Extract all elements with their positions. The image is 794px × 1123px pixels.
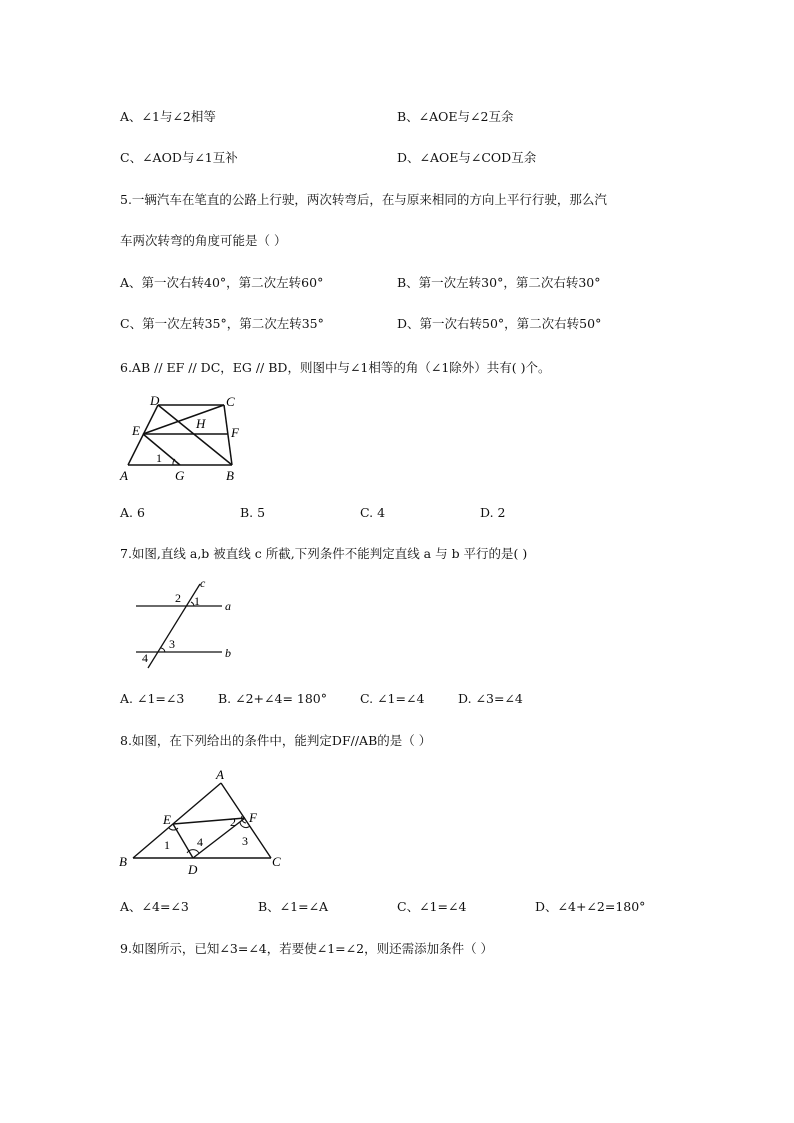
q7-parallel-lines-figure <box>130 578 240 670</box>
q8-option-a: A、∠4=∠3 <box>120 899 189 914</box>
q5-option-d: D、第一次右转50°，第二次右转50° <box>397 316 602 331</box>
q4-option-d: D、∠AOE与∠COD互余 <box>397 150 537 165</box>
q8-label-f: F <box>249 810 257 825</box>
q6-label-e: E <box>132 423 140 438</box>
q6-label-1: 1 <box>156 451 162 465</box>
q7-option-b: B. ∠2+∠4= 180° <box>218 691 328 706</box>
q8-label-3: 3 <box>242 834 248 848</box>
q8-stem: 8.如图，在下列给出的条件中，能判定DF//AB的是（ ） <box>120 733 432 748</box>
q5-option-c: C、第一次左转35°，第二次左转35° <box>120 316 324 331</box>
q7-label-c: c <box>200 578 206 590</box>
q6-option-d: D. 2 <box>480 505 506 520</box>
q7-label-a: a <box>225 599 231 613</box>
q6-option-c: C. 4 <box>360 505 386 520</box>
q8-label-a: A <box>216 767 224 782</box>
q8-label-e: E <box>163 812 171 827</box>
q6-label-a: A <box>120 468 128 483</box>
q4-option-a: A、∠1与∠2相等 <box>120 109 216 124</box>
q8-option-d: D、∠4+∠2=180° <box>535 899 646 914</box>
q4-option-b: B、∠AOE与∠2互余 <box>397 109 514 124</box>
q4-option-c: C、∠AOD与∠1互补 <box>120 150 238 165</box>
q6-stem: 6.AB // EF // DC，EG // BD，则图中与∠1相等的角（∠1除外）共有( )个。 <box>120 360 551 375</box>
q7-label-4: 4 <box>142 651 148 665</box>
q8-label-1: 1 <box>164 838 170 852</box>
q7-stem: 7.如图,直线 a,b 被直线 c 所截,下列条件不能判定直线 a 与 b 平行的是( ) <box>120 546 528 561</box>
q7-option-d: D. ∠3=∠4 <box>458 691 523 706</box>
q7-label-1: 1 <box>194 594 200 608</box>
q6-label-g: G <box>175 468 185 483</box>
q6-option-b: B. 5 <box>240 505 266 520</box>
q5-option-b: B、第一次左转30°，第二次右转30° <box>397 275 601 290</box>
q5-stem-line1: 5.一辆汽车在笔直的公路上行驶，两次转弯后，在与原来相同的方向上平行行驶，那么汽 <box>120 192 607 207</box>
q6-label-b: B <box>226 468 234 483</box>
q7-label-2: 2 <box>175 591 181 605</box>
q5-option-a: A、第一次右转40°，第二次左转60° <box>120 275 324 290</box>
q7-label-b: b <box>225 646 231 660</box>
q8-label-4: 4 <box>197 835 203 849</box>
q8-label-2: 2 <box>230 815 236 829</box>
q8-triangle-figure <box>115 766 290 878</box>
q8-label-d: D <box>188 862 198 877</box>
q7-option-c: C. ∠1=∠4 <box>360 691 425 706</box>
q9-stem: 9.如图所示，已知∠3=∠4，若要使∠1=∠2，则还需添加条件（ ） <box>120 941 494 956</box>
q8-option-b: B、∠1=∠A <box>258 899 329 914</box>
q6-label-f: F <box>231 425 239 440</box>
q6-trapezoid-figure <box>118 392 258 488</box>
q6-option-a: A. 6 <box>120 505 145 520</box>
q8-label-b: B <box>119 854 127 869</box>
q6-label-h: H <box>196 416 206 431</box>
q7-option-a: A. ∠1=∠3 <box>120 691 185 706</box>
q8-label-c: C <box>272 854 281 869</box>
q7-label-3: 3 <box>169 637 175 651</box>
q6-label-d: D <box>150 393 160 408</box>
q6-label-c: C <box>226 394 235 409</box>
q5-stem-line2: 车两次转弯的角度可能是（ ） <box>120 233 287 248</box>
q8-option-c: C、∠1=∠4 <box>397 899 467 914</box>
